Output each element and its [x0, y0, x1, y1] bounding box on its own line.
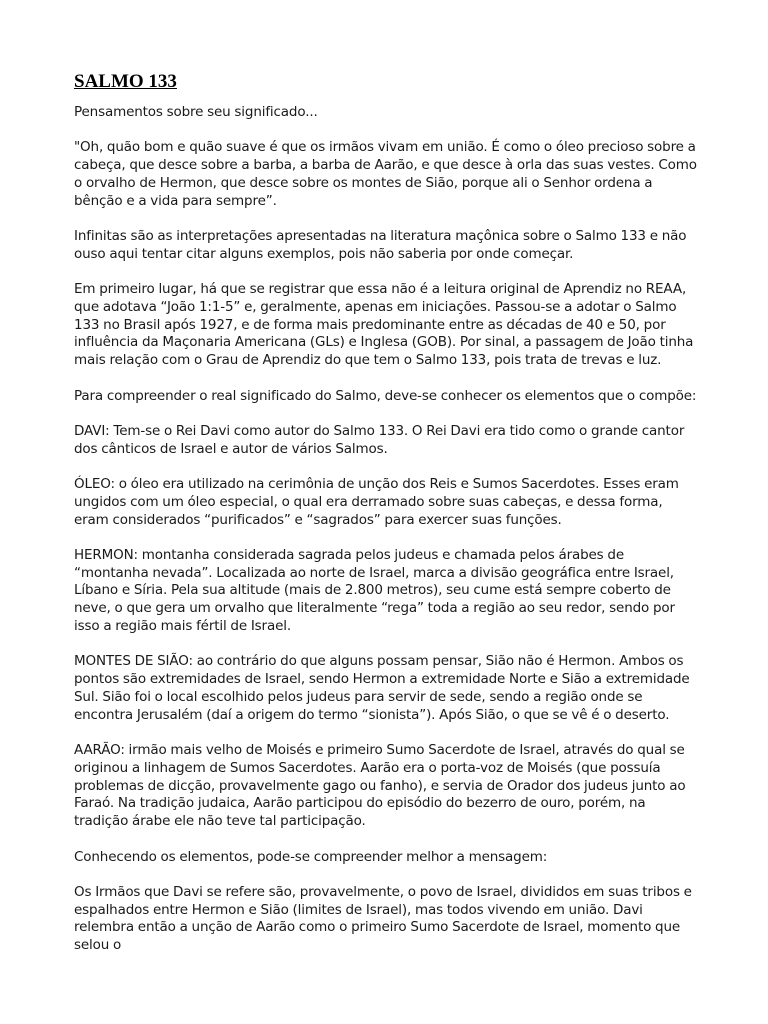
document-title: SALMO 133 [74, 71, 177, 92]
paragraph-aarao: AARÃO: irmão mais velho de Moisés e primeiro Sumo Sacerdote de Israel, através do qual se originou a linhagem de Sumos Sacerdotes. Aarão era o porta-voz de Moisés (que possuía problemas de dicção, provavelmente gago ou fanho), e servia de Orador dos judeus junto ao Faraó. Na tradição judaica, Aarão participou do episódio do bezerro de ouro, porém, na tradição árabe ele não teve tal participação. [74, 742, 686, 830]
paragraph-oleo: ÓLEO: o óleo era utilizado na cerimônia de unção dos Reis e Sumos Sacerdotes. Esses eram ungidos com um óleo especial, o qual era derramado sobre suas cabeças, e dessa forma, eram considerados “purificados” e “sagrados” para exercer suas funções. [74, 475, 679, 528]
document-body [74, 70, 698, 972]
paragraph-message-intro: Conhecendo os elementos, pode-se compreender melhor a mensagem: [74, 848, 548, 865]
paragraph-history: Em primeiro lugar, há que se registrar que essa não é a leitura original de Aprendiz no REAA, que adotava “João 1:1-5” e, geralmente, apenas em iniciações. Passou-se a adotar o Salmo 133 no Brasil após 1927, e de forma mais predominante entre as décadas de 40 e 50, por influência da Maçonaria Americana (GLs) e Inglesa (GOB). Por sinal, a passagem de João tinha mais relação com o Grau de Aprendiz do que tem o Salmo 133, pois trata de trevas e luz. [74, 281, 694, 369]
paragraph-interpretations: Infinitas são as interpretações apresentadas na literatura maçônica sobre o Salmo 133 e não ouso aqui tentar citar alguns exemplos, pois não saberia por onde começar. [74, 227, 687, 262]
paragraph-davi: DAVI: Tem-se o Rei Davi como autor do Salmo 133. O Rei Davi era tido como o grande cantor dos cânticos de Israel e autor de vários Salmos. [74, 422, 685, 457]
paragraph-irmaos: Os Irmãos que Davi se refere são, provavelmente, o povo de Israel, divididos em suas tribos e espalhados entre Hermon e Sião (limites de Israel), mas todos vivendo em união. Davi relembra então a unção de Aarão como o primeiro Sumo Sacerdote de Israel, momento que selou o [74, 883, 692, 954]
paragraph-elements-intro: Para compreender o real significado do Salmo, deve-se conhecer os elementos que o compõe: [74, 387, 697, 404]
paragraph-hermon: HERMON: montanha considerada sagrada pelos judeus e chamada pelos árabes de “montanha nevada”. Localizada ao norte de Israel, marca a divisão geográfica entre Israel, Líbano e Síria. Pela sua altitude (mais de 2.800 metros), seu cume está sempre coberto de neve, o que gera um orvalho que literalmente “rega” toda a região ao seu redor, sendo por isso a região mais fértil de Israel. [74, 546, 675, 635]
paragraph-montes-de-siao: MONTES DE SIÃO: ao contrário do que alguns possam pensar, Sião não é Hermon. Ambos os pontos são extremidades de Israel, sendo Hermon a extremidade Norte e Sião a extremidade Sul. Sião foi o local escolhido pelos judeus para servir de sede, sendo a região onde se encontra Jerusalém (daí a origem do termo “sionista”). Após Sião, o que se vê é o deserto. [74, 653, 690, 723]
paragraph-psalm-quote: "Oh, quão bom e quão suave é que os irmãos vivam em união. É como o óleo precioso sobre a cabeça, que desce sobre a barba, a barba de Aarão, e que desce à orla das suas vestes. Como o orvalho de Hermon, que desce sobre os montes de Sião, porque ali o Senhor ordena a bênção e a vida para sempre”. [74, 139, 697, 209]
paragraph-intro: Pensamentos sobre seu significado... [74, 104, 318, 120]
